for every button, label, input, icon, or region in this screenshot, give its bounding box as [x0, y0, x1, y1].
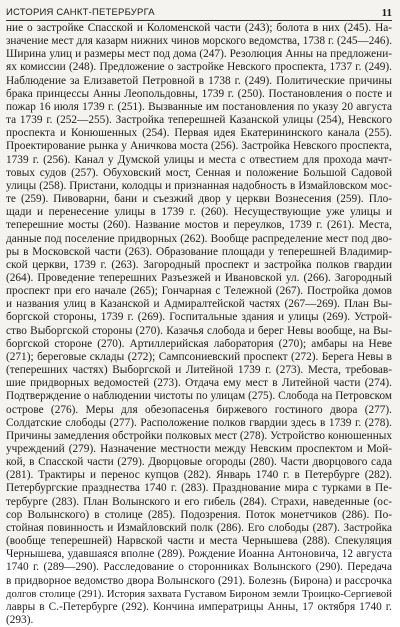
book-title: ИСТОРИЯ САНКТ-ПЕТЕРБУРГА — [6, 7, 155, 18]
text-line: 1740 г. (289—290). Расследование о сторонниках Волынского (290). Передача — [6, 561, 392, 574]
text-line: товых судов (257). Обуховский мост, Сенная и положение Большой Садовой — [6, 166, 392, 179]
running-header — [6, 4, 392, 21]
toc-paragraph — [6, 22, 392, 627]
text-line: Чернышева, удавшаяся вполне (289). Рождение Иоанна Антоновича, 12 августа — [6, 548, 392, 561]
text-line: ры в Московской части (263). Образование площади у теперешней Владимир- — [6, 245, 392, 258]
text-line: боргской стороне (270). Артиллерийская лаборатория (270); амбары на Неве — [6, 337, 392, 350]
text-line: пожар 16 июля 1739 г. (251). Вызванные им постановления по указу 20 августа — [6, 100, 392, 113]
text-line: (271); береговые склады (272); Сампсониевский проспект (272). Берега Невы в — [6, 350, 392, 363]
text-line: стойная повинность и Измайловский полк (286). Его слободы (287). Застройка — [6, 521, 392, 534]
text-line: учреждений (279). Назначение местности между Невским проспектом и Мой- — [6, 443, 392, 455]
text-line: Солдатские слободы (277). Расположение полков гвардии здесь в 1739 г. (278). — [6, 416, 392, 429]
text-line: острове (276). Меры для обезопасенья биржевого гостиного двора (277). — [6, 403, 392, 416]
text-line: (264). Проведение теперешних Разъезжей и Ивановской ул. (266). Загородный — [6, 271, 392, 284]
text-line: Петербургские празднества 1740 г. (283). Празднование мира с турками в Пе- — [6, 482, 392, 495]
text-line: ние о застройке Спасской и Коломенской части (243); болота в них (245). На- — [6, 22, 392, 34]
text-line: те (259). Пивоварни, бани и съезжий двор у церкви Вознесения (259). Пло- — [6, 193, 392, 206]
text-line: (293). — [6, 614, 34, 627]
text-line: Проектирование рынка у Аничкова моста (256). Застройка Невского проспекта, — [6, 140, 392, 153]
text-line: боргской стороны, 1739 г. (269). Госпитальные здания и улицы (269). Устрой- — [6, 311, 392, 324]
text-line: кой, в Спасской части (279). Дворцовые огороды (280). Части дворцового сада — [6, 456, 392, 469]
text-line: сор Волынского) в столице (285). Подозрения. Поток монетчиков (286). По- — [6, 508, 392, 521]
text-line: значение мест для казарм нижних чинов морского ведомства, 1738 г. (245—246). — [6, 35, 392, 48]
text-line: 1739 г. (256). Канал у Думской улицы и места с отвестием для прохода мачт- — [6, 153, 392, 166]
text-line: долгов столице (291). История захвата Густавом Бироном земли Троицко-Сергиевой — [6, 587, 392, 600]
text-line: улицы (258). Пристани, колодцы и признанная надобность в Измайловском мос- — [6, 179, 392, 192]
text-line: данные под поселение придворных (262). Вообще распределение мест под дво- — [6, 232, 392, 245]
text-line: теперешние мосты (260). Название мостов и переулков, 1739 г. (261). Места, — [6, 219, 392, 232]
text-line: ство Выборгской стороны (270). Казачья слобода и берег Невы вообще, на Вы- — [6, 324, 392, 337]
text-line: Подтверждение о наблюдении чистоты по улицам (275). Слобода на Петровском — [6, 390, 392, 403]
text-line: (вообще теперешней) Нарвской части и места Чернышева (288). Спекуляция — [6, 535, 392, 548]
text-line: та 1739 г. (252—255). Застройка теперешней Казанской улицы (254), Невского — [6, 114, 392, 127]
page-number: 11 — [381, 7, 392, 19]
text-line: Причины замедления обстройки полковых мест (278). Устройство конюшенных — [6, 429, 392, 442]
text-line: (281). Трактиры и перенос купцов (282). Январь 1740 г. в Петербурге (282). — [6, 469, 392, 482]
text-line: проспект при его начале (265); Гончарная с Тележной (267). Постройка домов — [6, 285, 392, 298]
text-line: проспекта и Конюшенных (254). Первая идея Екатерининского канала (255). — [6, 127, 392, 140]
text-line: (теперешних частях) Выборгской и Литейной 1739 г. (273). Места, требовав- — [6, 364, 392, 377]
text-line: Наблюдение за Елизаветой Петровной в 1738 г. (249). Политические причины — [6, 74, 392, 87]
text-line: Ширина улиц и размеры мест под дома (247). Резолюция Анны на предложени- — [6, 48, 392, 61]
text-line: ской церкви, 1739 г. (263). Загородный проспект и застройка полков гвардии — [6, 258, 392, 271]
text-line: тербурге (283). План Волынского и его гибель (284). Страхи, наведенные (ос- — [6, 495, 392, 508]
text-line: шие придворных ведомостей (273). Отдача ему мест в Литейной части (274). — [6, 377, 392, 390]
text-line: и названия улиц в Казанской и Адмиралтейской частях (267—269). План Вы- — [6, 298, 392, 311]
text-line: лавры в С.-Петербурге (292). Кончина императрицы Анны, 17 октября 1740 г. — [6, 600, 392, 613]
text-line: щади и перенесение улицы в 1739 г. (260). Несуществующие уже улицы и — [6, 206, 392, 219]
text-line: брака принцессы Анны Леопольдовны, 1739 г. (250). Постановления о посте и — [6, 87, 392, 100]
text-line: ях комиссии (248). Предложение о застройке Невского проспекта, 1737 г. (249). — [6, 61, 392, 74]
text-line: в придворное ведомство двора Волынского (291). Болезнь (Бирона) и рассрочка — [6, 574, 392, 587]
